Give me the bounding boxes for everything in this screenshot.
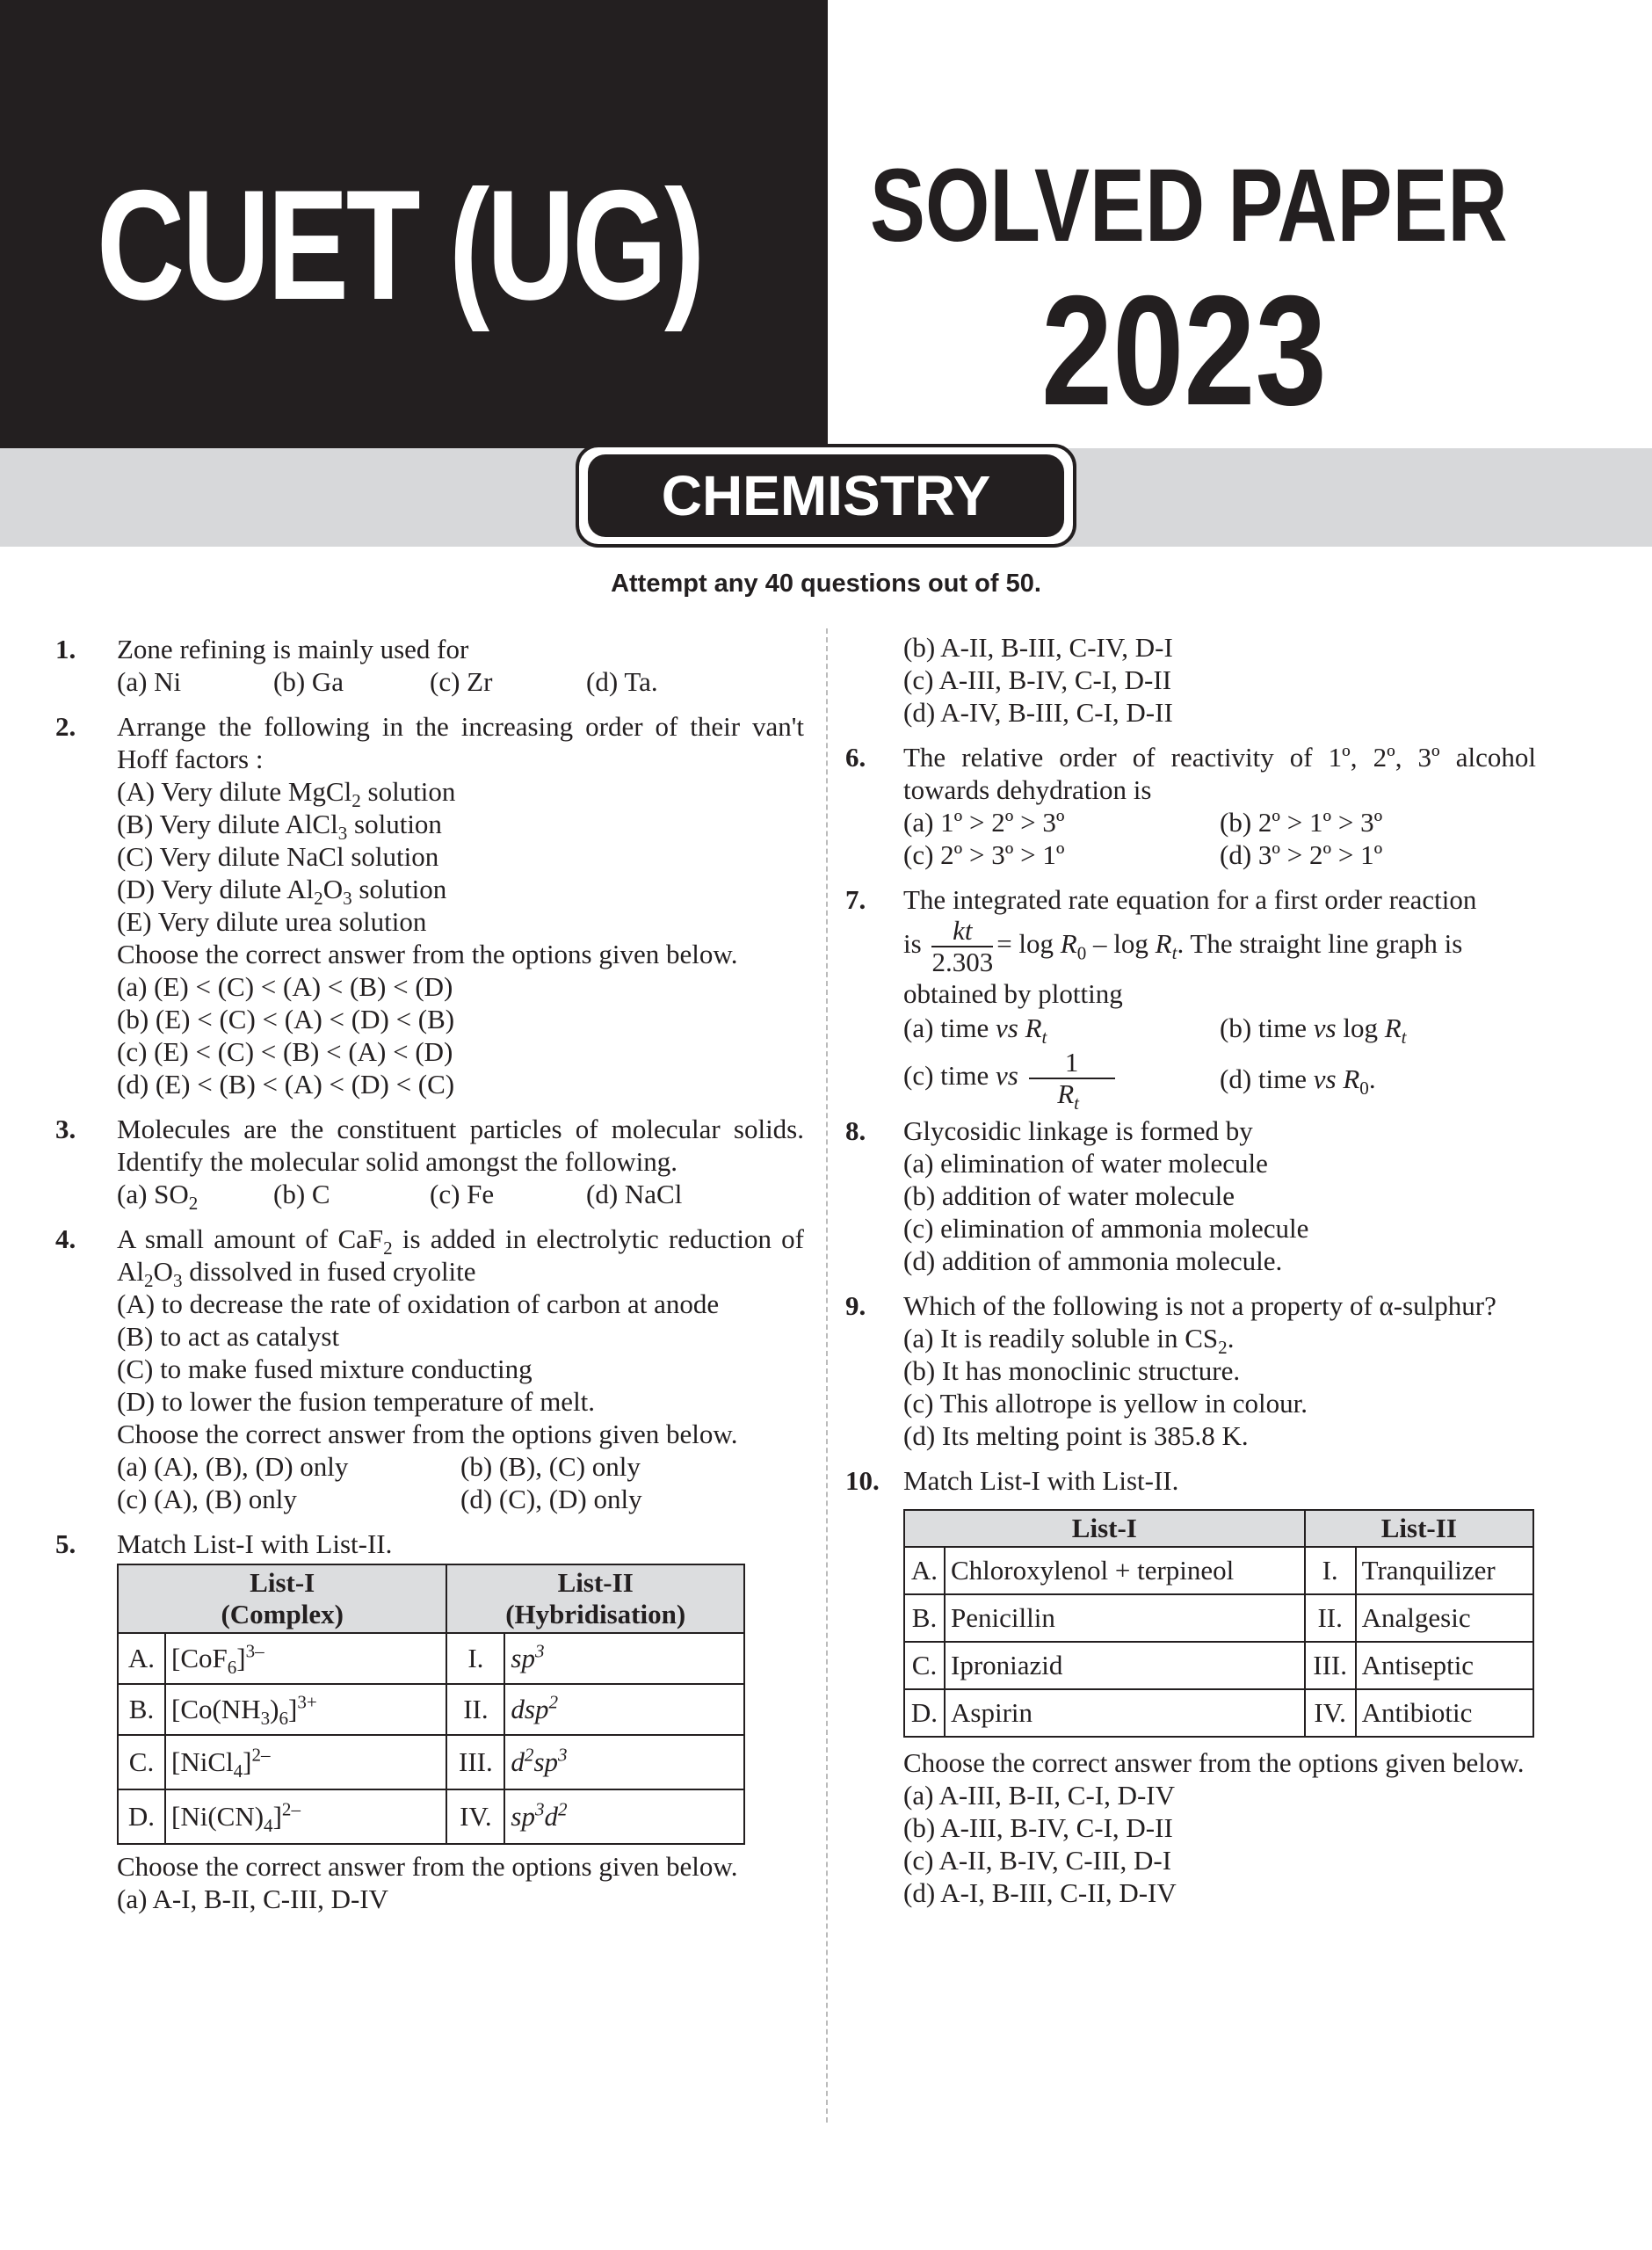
option-c: (c) time vs $\frac{1}{R_t}$ (903, 1048, 1220, 1109)
cell: A. (904, 1547, 945, 1594)
table-row (118, 1684, 744, 1735)
choose-text: Choose the correct answer from the options given below. (117, 1851, 738, 1882)
cell: Chloroxylenol + terpineol (945, 1547, 1305, 1594)
q5-option-c: (c) A-III, B-IV, C-I, D-II (903, 664, 1172, 695)
choose-text: Choose the correct answer from the options given below. (117, 1419, 738, 1449)
column-divider (826, 628, 828, 2123)
question-number: 3. (55, 1114, 76, 1144)
cell: B. (118, 1684, 165, 1735)
cell: $d^2sp^3$ (504, 1735, 744, 1789)
cell: IV. (1305, 1689, 1356, 1737)
question-text: The relative order of reactivity of 1º, 2º, 3º alcohol towards dehydration is (903, 742, 1536, 805)
option-a: (a) It is readily soluble in $CS_2$. (903, 1323, 1235, 1359)
cell: Antibiotic (1356, 1689, 1533, 1737)
question-2 (55, 710, 804, 1100)
options-row (117, 1178, 804, 1215)
header-subtext: (Hybridisation) (505, 1599, 686, 1629)
question-9 (845, 1289, 1536, 1452)
option-d: (d) 3º > 2º > 1º (1220, 839, 1383, 870)
option-a: (a) Ni (117, 666, 182, 697)
question-8 (845, 1114, 1536, 1277)
subject-badge (576, 444, 1076, 548)
item-d: (D) to lower the fusion temperature of melt. (117, 1386, 596, 1417)
option-d: (d) addition of ammonia molecule. (903, 1245, 1283, 1276)
option-b: (b) Ga (273, 666, 344, 697)
table-header-list-i: List-I (904, 1510, 1305, 1547)
option-d: (d) Ta. (586, 666, 658, 697)
item-b: (B) Very dilute AlCl$_3$ solution (117, 809, 442, 845)
question-7 (845, 883, 1536, 1114)
question-3 (55, 1113, 804, 1215)
table-header-list-ii (446, 1564, 744, 1633)
table-row (904, 1642, 1533, 1689)
option-c: (c) Zr (430, 666, 493, 697)
question-number: 6. (845, 742, 866, 773)
question-10 (845, 1464, 1536, 1909)
item-b-text: (B) Very dilute AlCl (117, 809, 338, 839)
option-b: (b) time vs $\log R_t$ (1220, 1012, 1407, 1049)
cell: Iproniazid (945, 1642, 1305, 1689)
question-number: 7. (845, 884, 866, 915)
cell: III. (446, 1735, 504, 1789)
question-text: Glycosidic linkage is formed by (903, 1115, 1253, 1146)
option-a: (a) elimination of water molecule (903, 1148, 1268, 1179)
question-text: Molecules are the constituent particles of molecular solids. Identify the molecular solid amongst the following. (117, 1114, 804, 1177)
header-text: List-I (250, 1567, 315, 1598)
paper-year: 2023 (1041, 263, 1327, 438)
options-row-1 (903, 1012, 1536, 1049)
question-text: Zone refining is mainly used for (117, 634, 469, 664)
cell: D. (118, 1789, 165, 1844)
option-a: (a) (A), (B), (D) only (117, 1451, 349, 1482)
option-c: (c) Fe (430, 1179, 495, 1209)
right-column (845, 631, 1536, 1909)
item-b: (B) to act as catalyst (117, 1321, 340, 1352)
option-d: (d) Its melting point is 385.8 K. (903, 1420, 1249, 1451)
item-c: (C) Very dilute NaCl solution (117, 841, 439, 872)
fraction: $\frac{1}{R_t}$ (1029, 1048, 1187, 1109)
solved-paper-title: SOLVED PAPER (870, 148, 1508, 264)
q5-option-b: (b) A-II, B-III, C-IV, D-I (903, 632, 1173, 663)
table-row (118, 1633, 744, 1684)
option-b: (b) A-III, B-IV, C-I, D-II (903, 1812, 1173, 1843)
question-1 (55, 633, 804, 698)
question-tail: obtained by plotting (903, 978, 1123, 1009)
cell: D. (904, 1689, 945, 1737)
cell: Penicillin (945, 1594, 1305, 1642)
table-row (904, 1594, 1533, 1642)
option-b: (b) (E) < (C) < (A) < (D) < (B) (117, 1004, 455, 1034)
option-c: (c) (A), (B) only (117, 1484, 297, 1514)
q5-option-d: (d) A-IV, B-III, C-I, D-II (903, 697, 1173, 728)
question-number: 8. (845, 1115, 866, 1146)
cell: $sp^3d^2$ (504, 1789, 744, 1844)
choose-text: Choose the correct answer from the options given below. (903, 1747, 1525, 1778)
option-b: (b) addition of water molecule (903, 1180, 1235, 1211)
item-e: (E) Very dilute urea solution (117, 906, 427, 937)
header-text: List-II (557, 1567, 634, 1598)
rate-equation: is $\frac{kt}{2.303}$ = $\log R_0$ – $\log R_t$. The straight line graph is (903, 915, 1463, 977)
cell: I. (446, 1633, 504, 1684)
question-number: 5. (55, 1528, 76, 1559)
option-a: (a) time vs $R_t$ (903, 1012, 1047, 1049)
question-text: Match List-I with List-II. (903, 1465, 1179, 1496)
question-text: The integrated rate equation for a first order reaction (903, 884, 1477, 915)
table-header-list-i (118, 1564, 446, 1633)
question-number: 1. (55, 634, 76, 664)
cell: $sp^3$ (504, 1633, 744, 1684)
question-number: 4. (55, 1223, 76, 1254)
question-text: Arrange the following in the increasing order of their van't Hoff factors : (117, 711, 804, 774)
option-c: (c) elimination of ammonia molecule (903, 1213, 1309, 1244)
cell: II. (446, 1684, 504, 1735)
table-row (904, 1547, 1533, 1594)
subject-label: CHEMISTRY (588, 454, 1064, 537)
cell: IV. (446, 1789, 504, 1844)
option-a: (a) $SO_2$ (117, 1179, 199, 1215)
question-text: Match List-I with List-II. (117, 1528, 393, 1559)
option-d: (d) (E) < (B) < (A) < (D) < (C) (117, 1069, 455, 1100)
fraction: $\frac{kt}{2.303}$ (931, 915, 994, 977)
header-subtext: (Complex) (221, 1599, 344, 1629)
option-a: (a) (E) < (C) < (A) < (B) < (D) (117, 971, 453, 1002)
question-text: Which of the following is not a property of α-sulphur? (903, 1290, 1496, 1321)
match-table (117, 1564, 745, 1845)
option-d: (d) (C), (D) only (460, 1484, 642, 1514)
option-a-text: (a) It is readily soluble in CS (903, 1323, 1219, 1354)
match-table (903, 1509, 1534, 1738)
option-a: (a) A-I, B-II, C-III, D-IV (117, 1883, 389, 1914)
cell: Tranquilizer (1356, 1547, 1533, 1594)
option-b: (b) It has monoclinic structure. (903, 1355, 1241, 1386)
option-c: (c) 2º > 3º > 1º (903, 839, 1065, 870)
table-row (118, 1789, 744, 1844)
options-row-1 (903, 806, 1536, 838)
option-c: (c) A-II, B-IV, C-III, D-I (903, 1845, 1172, 1876)
item-a: (A) Very dilute MgCl$_2$ solution (117, 776, 456, 812)
table-row (904, 1689, 1533, 1737)
option-b: (b) (B), (C) only (460, 1451, 641, 1482)
instruction-text: Attempt any 40 questions out of 50. (611, 570, 1041, 598)
cell: $[Ni(CN)_4]^{2-}$ (165, 1789, 446, 1844)
item-c: (C) to make fused mixture conducting (117, 1354, 533, 1384)
cell: Antiseptic (1356, 1642, 1533, 1689)
option-a-text: (a) SO (117, 1179, 189, 1209)
cell: C. (118, 1735, 165, 1789)
options-row (117, 665, 804, 698)
option-d: (d) A-I, B-III, C-II, D-IV (903, 1877, 1177, 1908)
cell: $[Co(NH_3)_6]^{3+}$ (165, 1684, 446, 1735)
options-row-2 (117, 1483, 804, 1515)
cell: III. (1305, 1642, 1356, 1689)
question-number: 10. (845, 1465, 880, 1496)
cell: A. (118, 1633, 165, 1684)
table-header-list-ii: List-II (1305, 1510, 1533, 1547)
question-6 (845, 741, 1536, 871)
cell: Aspirin (945, 1689, 1305, 1737)
cell: [NiCl$_4$]$^{2-}$ (165, 1735, 446, 1789)
options-row-2 (903, 838, 1536, 871)
option-a: (a) A-III, B-II, C-I, D-IV (903, 1780, 1176, 1811)
question-text: A small amount of CaF$_2$ is added in electrolytic reduction of $Al_2O_3$ dissolved in fused cryolite (117, 1223, 804, 1292)
question-5 (55, 1528, 804, 1915)
choose-text: Choose the correct answer from the options given below. (117, 939, 738, 969)
option-b: (b) C (273, 1179, 330, 1209)
item-d-text: (D) Very dilute Al (117, 874, 315, 904)
option-d: (d) time vs $R_0$. (1220, 1063, 1376, 1099)
cell: I. (1305, 1547, 1356, 1594)
cell: B. (904, 1594, 945, 1642)
cell: C. (904, 1642, 945, 1689)
options-row-2 (903, 1047, 1536, 1114)
option-b: (b) 2º > 1º > 3º (1220, 807, 1383, 838)
exam-title: CUET (UG) (97, 157, 703, 332)
question-number: 9. (845, 1290, 866, 1321)
table-body (904, 1547, 1533, 1737)
cell: II. (1305, 1594, 1356, 1642)
option-c: (c) This allotrope is yellow in colour. (903, 1388, 1308, 1419)
table-row (118, 1735, 744, 1789)
options-row-1 (117, 1450, 804, 1483)
cell: dsp$^2$ (504, 1684, 744, 1735)
item-d: (D) Very dilute $Al_2O_3$ solution (117, 874, 447, 910)
cell: Analgesic (1356, 1594, 1533, 1642)
left-column (55, 631, 804, 1915)
option-a: (a) 1º > 2º > 3º (903, 807, 1065, 838)
option-d: (d) NaCl (586, 1179, 683, 1209)
option-c: (c) (E) < (C) < (B) < (A) < (D) (117, 1036, 453, 1067)
item-a-text: (A) Very dilute MgCl (117, 776, 352, 807)
cell: $[CoF_6]^{3-}$ (165, 1633, 446, 1684)
question-number: 2. (55, 711, 76, 742)
question-4 (55, 1223, 804, 1515)
item-a: (A) to decrease the rate of oxidation of carbon at anode (117, 1288, 720, 1319)
